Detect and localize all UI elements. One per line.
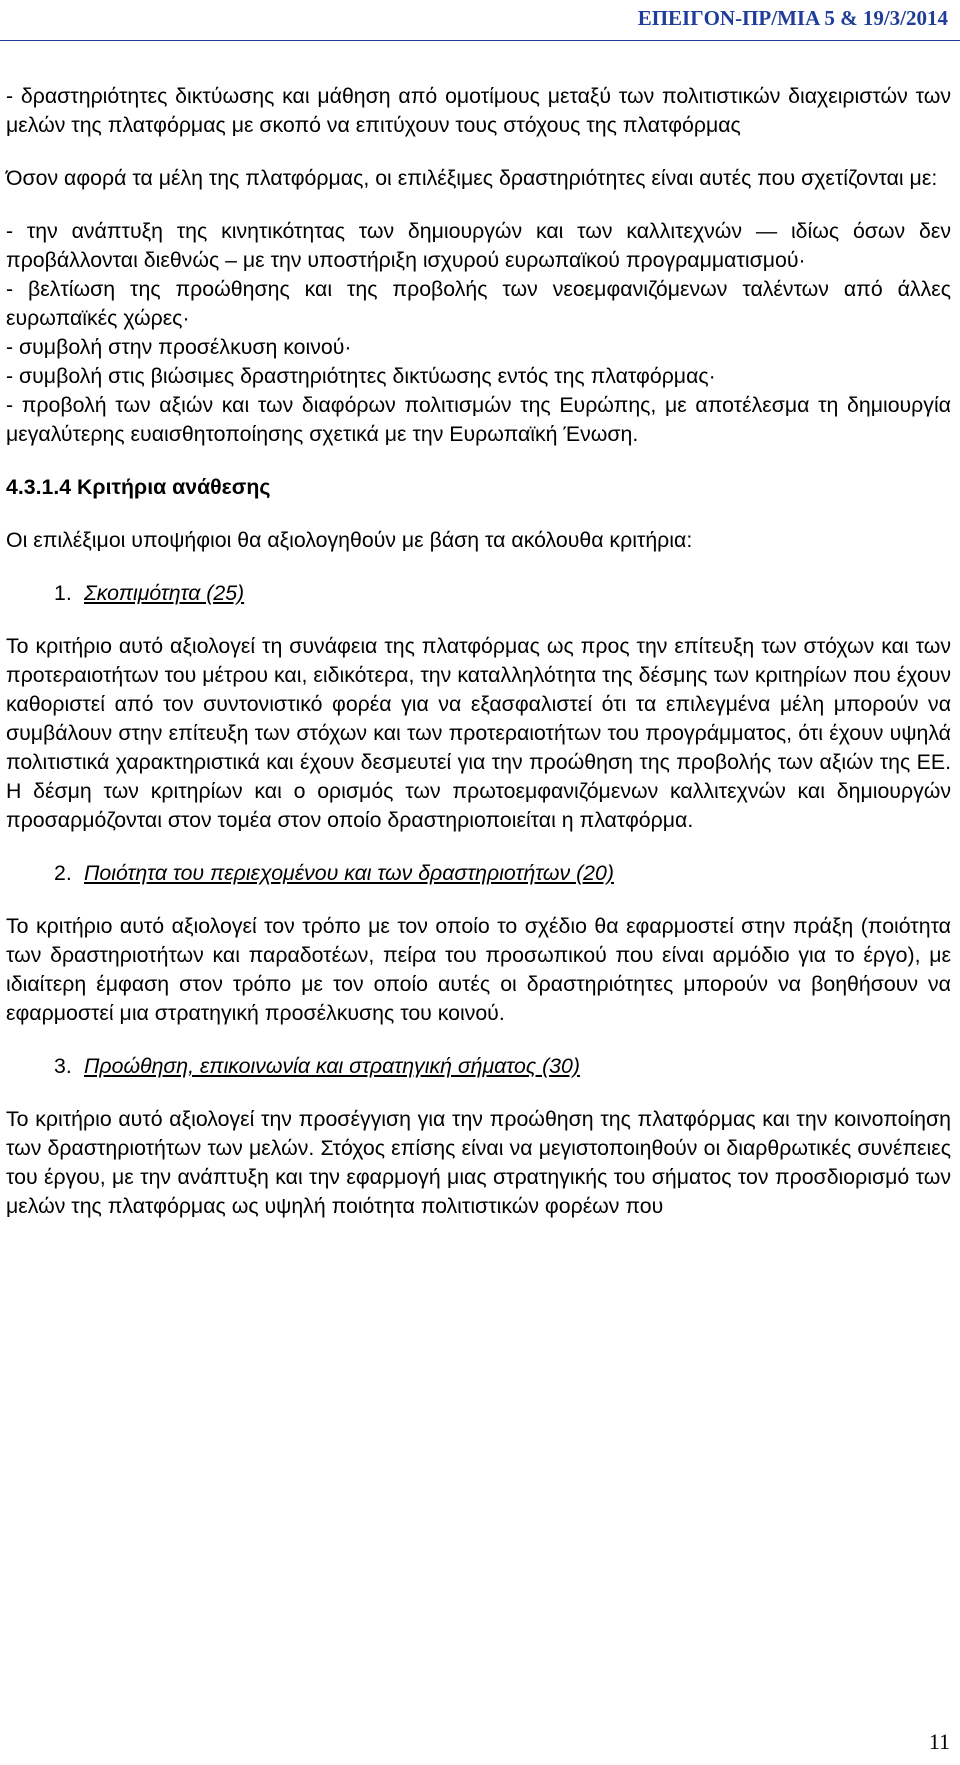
- criterion-body-2: Το κριτήριο αυτό αξιολογεί τον τρόπο με τον οποίο το σχέδιο θα εφαρμοστεί στην πράξη (ποιότητα των δραστηριοτήτων και παραδοτέων, πείρα του προσωπικού που είναι αρμόδιο για το έργο), με ιδιαίτερη έμφαση στον τρόπο με τον οποίο αυτές οι δραστηριότητες μπορούν να βοηθήσουν να εφαρμοστεί μια στρατηγική προσέλκυσης του κοινού.: [6, 914, 951, 1025]
- section-heading: 4.3.1.4 Κριτήρια ανάθεσης: [6, 475, 271, 499]
- criterion-number: 1.: [54, 581, 72, 605]
- criterion-title-2: [6, 859, 951, 888]
- header-rule: [0, 40, 960, 41]
- members-lead: Όσον αφορά τα μέλη της πλατφόρμας, οι επιλέξιμες δραστηριότητες είναι αυτές που σχετίζονται με:: [6, 166, 938, 190]
- members-bullet: - συμβολή στις βιώσιμες δραστηριότητες δικτύωσης εντός της πλατφόρμας·: [6, 364, 716, 388]
- document-body: [6, 82, 951, 1221]
- section-lead: Οι επιλέξιμοι υποψήφιοι θα αξιολογηθούν με βάση τα ακόλουθα κριτήρια:: [6, 528, 693, 552]
- criterion-number: 3.: [54, 1054, 72, 1078]
- criterion-title: Ποιότητα του περιεχομένου και των δραστηριοτήτων (20): [84, 861, 614, 885]
- criterion-body-3: Το κριτήριο αυτό αξιολογεί την προσέγγιση για την προώθηση της πλατφόρμας και την κοινοποίηση των δραστηριοτήτων των μελών. Στόχος επίσης είναι να μεγιστοποιηθούν οι διαρθρωτικές συνέπειες του έργου, με την ανάπτυξη και την εφαρμογή μιας στρατηγικής του σήματος τον προσδιορισμό των μελών της πλατφόρμας ως υψηλή ποιότητα πολιτιστικών φορέων που: [6, 1107, 951, 1218]
- criterion-title: Προώθηση, επικοινωνία και στρατηγική σήματος (30): [84, 1054, 580, 1078]
- page-number: 11: [928, 1729, 950, 1754]
- members-bullet: - προβολή των αξιών και των διαφόρων πολιτισμών της Ευρώπης, με αποτέλεσμα τη δημιουργία μεγαλύτερης ευαισθητοποίησης σχετικά με την Ευρωπαϊκή Ένωση.: [6, 393, 951, 446]
- intro-bullet: - δραστηριότητες δικτύωσης και μάθηση από ομοτίμους μεταξύ των πολιτιστικών διαχειριστών των μελών της πλατφόρμας με σκοπό να επιτύχουν τους στόχους της πλατφόρμας: [6, 84, 951, 137]
- members-bullet-list: [6, 217, 951, 449]
- members-bullet: - συμβολή στην προσέλκυση κοινού·: [6, 335, 352, 359]
- criterion-title-3: [6, 1052, 951, 1081]
- criterion-number: 2.: [54, 861, 72, 885]
- document-header: ΕΠΕΙΓΟΝ-ΠΡ/ΜΙΑ 5 & 19/3/2014: [637, 6, 948, 30]
- criterion-title: Σκοπιμότητα (25): [84, 581, 245, 605]
- criterion-title-1: [6, 579, 951, 608]
- members-bullet: - βελτίωση της προώθησης και της προβολής των νεοεμφανιζόμενων ταλέντων από άλλες ευρωπαϊκές χώρες·: [6, 277, 951, 330]
- members-bullet: - την ανάπτυξη της κινητικότητας των δημιουργών και των καλλιτεχνών — ιδίως όσων δεν προβάλλονται διεθνώς – με την υποστήριξη ισχυρού ευρωπαϊκού προγραμματισμού·: [6, 219, 951, 272]
- criterion-body-1: Το κριτήριο αυτό αξιολογεί τη συνάφεια της πλατφόρμας ως προς την επίτευξη των στόχων και των προτεραιοτήτων του μέτρου και, ειδικότερα, την καταλληλότητα της δέσμης των κριτηρίων που έχουν καθοριστεί από τον συντονιστικό φορέα για να εξασφαλιστεί ότι τα επιλεγμένα μέλη μπορούν να συμβάλουν στην επίτευξη των στόχων και των προτεραιοτήτων του προγράμματος, ότι έχουν υψηλά πολιτιστικά χαρακτηριστικά και έχουν δεσμευτεί για την προώθηση της προβολής των αξιών της ΕΕ. Η δέσμη των κριτηρίων και ο ορισμός των πρωτοεμφανιζόμενων καλλιτεχνών και δημιουργών προσαρμόζονται στον τομέα στον οποίο δραστηριοποιείται η πλατφόρμα.: [6, 634, 951, 832]
